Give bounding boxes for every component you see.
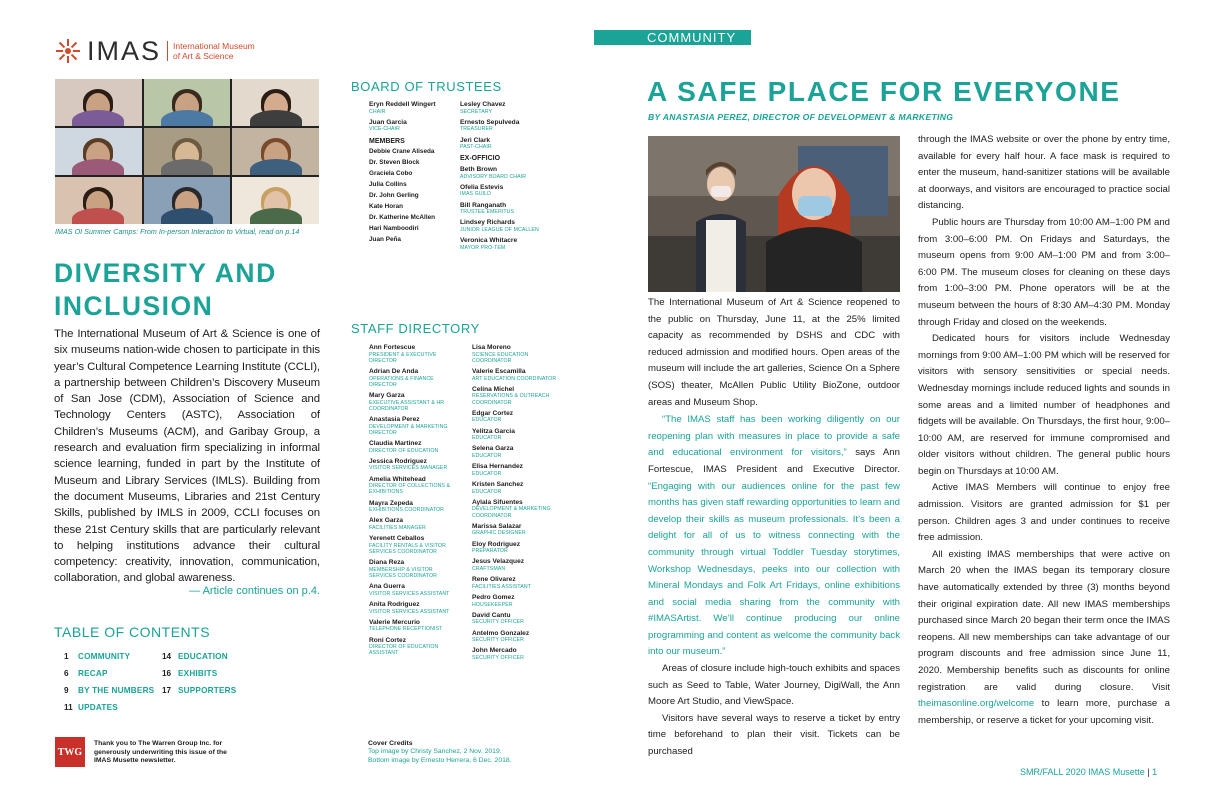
exofficio-label: EX-OFFICIO [460,155,501,163]
staff-column-left [369,344,455,661]
person-name: Veronica Whitacre [460,237,518,245]
article-title: A SAFE PLACE FOR EVERYONE [647,76,1121,107]
toc-item[interactable]: COMMUNITY [78,652,131,661]
person-entry [472,410,562,424]
person-name: Celina Michel [472,385,515,393]
board-title: BOARD OF TRUSTEES [351,79,502,94]
board-officer: Juan Garcia VICE-CHAIR [369,118,407,133]
person-name: Lisa Moreno [472,344,511,351]
article-column-2 [918,132,1170,729]
person-role: EDUCATOR [472,417,502,424]
person-entry [460,184,560,198]
toc-page: 6 [64,669,69,678]
article-headline: DIVERSITY AND INCLUSION [54,258,277,321]
person-name: Jesus Velazquez [472,558,525,566]
person-role: EXHIBITIONS COORDINATOR [369,507,445,514]
person-entry [369,368,455,388]
credits-line: Top image by Christy Sanchez, 2 Nov. 2019. [368,748,502,756]
person-role: DIRECTOR OF EDUCATION ASSISTANT [369,644,439,657]
person-entry [460,166,560,180]
person-entry [369,416,455,436]
paragraph: Dedicated hours for visitors include Wednesday mornings from 9:00 AM–1:00 PM which will be reserved for visitors with sensory sensitivities or special needs. Wednesday mornings include reduced lights and sounds in some areas and a limited number of headphones and fidgets will be available. On Thursdays, the first hour, 9:00–10:00 AM, are reserved for immune compromised and older visitors without children. The general public hours begin on Thursdays at 10:00 AM. [918,333,1170,477]
staff-column-right [472,344,562,665]
person-role: FACILITIES MANAGER [369,524,426,531]
virtual-camp-photo [55,79,319,224]
person-entry [460,219,560,233]
person-name: Anita Rodriguez [369,600,420,608]
person-entry [472,481,562,495]
person-entry [460,237,560,251]
person-name: Antelmo Gonzalez [472,629,530,637]
person-entry [369,583,455,597]
toc-page: 1 [64,652,69,661]
staff-photo [648,136,900,292]
board-officer: Ernesto Sepulveda TREASURER [460,118,520,133]
person-name: Mary Garza [369,392,405,399]
person-entry [369,392,455,412]
person-entry [472,368,562,382]
person-name: Edgar Cortez [472,409,514,417]
person-role: MAYOR PRO-TEM [460,244,506,251]
person-name: David Cantu [472,611,511,619]
website-link[interactable]: theimasonline.org/welcome [918,698,1035,710]
logo-subtitle-line2: of Art & Science [173,51,234,61]
logo-subtitle [167,41,255,61]
person-name: Mayra Zepeda [369,499,413,507]
person-name: Valerie Mercurio [369,618,420,626]
board-column-right [460,101,560,255]
toc-title: TABLE OF CONTENTS [54,624,211,640]
person-role: EDUCATOR [472,435,502,442]
article-body: The International Museum of Art & Science is one of six museums nation-wide chosen to participate in this year’s Cultural Competence Learning Institute (CCLI), a partnership between Children’s Discovery Museum of San Jose (CDM), Association of Science and Technology Centers (ASTC), Association of Children’s Museums (ACM), and Garibay Group, a research and evaluation firm specializing in informal science learning, funded in part by the Institute of Museum and Library Services (IMLS). Building from the document Museums, Libraries and 21st Century Skills, published by IMLS in 2009, CCLI focuses on these 21st Century skills that are particularly relevant to helping institutions advance their cultural competency: creativity, innovation, communication, collaboration, and global awareness. [54,328,320,585]
person-name: Ana Guerra [369,583,405,591]
person-entry [472,463,562,477]
video-tile [144,128,231,175]
person-entry [369,440,455,454]
person-name: Yelitza Garcia [472,427,515,435]
video-tile [232,128,319,175]
person-entry [369,500,455,514]
person-role: VISITOR SERVICES ASSISTANT [369,608,450,615]
staff-title: STAFF DIRECTORY [351,321,480,336]
person-entry [472,344,562,364]
toc-item[interactable]: EXHIBITS [178,669,218,678]
staff-photo-illustration [648,136,900,292]
person-entry: Dr. Steven Block [369,159,420,167]
folio-title: SMR/FALL 2020 IMAS Musette [1020,767,1145,777]
paragraph: through the IMAS website or over the phone by entry time, available for every half hour. A face mask is required to enter the museum, hand-sanitizer stations will be available at doorways, and visitors are encouraged to practice social distancing. [918,134,1170,212]
person-entry [460,202,560,216]
person-entry [369,458,455,472]
board-officer: Eryn Reddell Wingert CHAIR [369,101,436,115]
folio-separator: | [1144,767,1153,777]
person-entry: Hari Namboodiri [369,225,419,233]
person-role: EDUCATOR [472,488,502,495]
sponsor-logo: TWG [55,737,85,767]
person-entry [369,344,455,364]
person-name: Diana Reza [369,559,405,567]
person-entry [369,476,455,496]
person-role: SECURITY OFFICER [472,619,524,626]
person-entry [472,386,562,406]
person-entry [472,558,562,572]
video-tile [55,79,142,126]
toc-item[interactable]: UPDATES [78,703,118,712]
person-entry: Kate Horan [369,203,404,211]
person-role: DEVELOPMENT & MARKETING COORDINATOR [472,506,551,519]
video-tile [144,79,231,126]
cover-credits [368,740,588,765]
person-role: GRAPHIC DESIGNER [472,530,526,537]
members-label: MEMBERS [369,137,405,145]
byline: BY ANASTASIA PEREZ, DIRECTOR OF DEVELOPMENT & MARKETING [648,112,954,122]
quote-paragraph [648,412,900,661]
person-entry [472,647,562,661]
credits-title: Cover Credits [368,740,413,747]
paragraph: Active IMAS Members will continue to enjoy free admission. Visitors are granted admission for $1 per person. Children ages 3 and under continues to receive free admission. [918,482,1170,544]
toc-page: 14 [162,652,172,661]
person-entry [472,576,562,590]
logo-wordmark: IMAS [87,35,162,66]
page-number: 1 [1152,767,1158,777]
person-role: RESERVATIONS & OUTREACH COORDINATOR [472,393,550,406]
video-tile [144,177,231,224]
person-entry [472,445,562,459]
person-role: IMAS GUILD [460,191,491,198]
paragraph: The International Museum of Art & Science reopened to the public on Thursday, June 11, at the 25% limited capacity as recommended by DSHS and CDC with reduced admission and modified hours. Open areas of the museum will include the art galleries, Science On a Sphere (SOS) theater, McAllen Public Utility BioZone, outdoor areas and Museum Shop. [648,297,900,408]
person-name: Aylala Sifuentes [472,498,523,506]
person-role: FACILITY RENTALS & VISITOR SERVICES COORDINATOR [369,542,446,555]
paragraph [918,547,1170,730]
person-entry [472,499,562,519]
exofficio-list [460,166,560,251]
toc-item[interactable] [178,699,278,716]
person-name: Elisa Hernandez [472,463,523,471]
folio [1020,767,1157,777]
person-role: FACILITIES ASSISTANT [472,583,531,590]
person-name: Ann Fortescue [369,344,416,351]
quote-text: “The IMAS staff has been working diligently on our reopening plan with measures in place to provide a safe and educational environment for visitors,” [648,414,900,459]
quote-text: “Engaging with our audiences online for the past few months has given staff rewarding opportunities to learn and develop their skills as museum professionals. It’s been a delight for all of us to witness connecting with the community through virtual Toddler Tuesday storytimes, Workshop Wednesdays, peeks into our collection with Mineral Mondays and Folk Art Fridays, online exhibitions and social media sharing from the community with #IMASArtist. We’ll continue producing our online programming and content as welcome the community back into our museum.” [648,480,900,658]
person-entry [369,637,455,657]
person-entry [472,523,562,537]
section-tag: COMMUNITY [594,30,751,45]
person-entry: Dr. Katherine McAllen [369,214,436,222]
person-role: TRUSTEE EMERITUS [460,209,515,216]
person-role: EDUCATOR [472,470,502,477]
person-role: TELEPHONE RECEPTIONIST [369,626,443,633]
person-name: John Mercado [472,647,517,655]
person-name: Anastasia Perez [369,416,420,423]
credits-line: Bottom image by Ernesto Herrera, 6 Dec. 2018. [368,756,512,764]
person-name: Kristen Sanchez [472,480,524,488]
toc-page: 9 [64,686,69,695]
video-tile [232,79,319,126]
toc-item[interactable]: RECAP [78,669,108,678]
sponsor-note: Thank you to The Warren Group Inc. for generously underwriting this issue of the IMAS Musette newsletter. [94,740,227,765]
person-name: Pedro Gomez [472,593,515,601]
person-role: HOUSEKEEPER [472,601,513,608]
person-name: Yerenett Ceballos [369,535,425,543]
person-entry [472,612,562,626]
person-entry: Juan Peña [369,236,401,244]
person-name: Eloy Rodriguez [472,540,520,548]
video-tile [55,177,142,224]
person-entry: Debbie Crane Aliseda [369,148,435,156]
person-entry [472,428,562,442]
continued-link[interactable]: — Article continues on p.4. [189,585,320,597]
person-role: VISITOR SERVICES ASSISTANT [369,590,450,597]
paragraph: Areas of closure include high-touch exhibits and spaces such as Seed to Table, Water Journey, DigiWall, the Ann Moore Art Studio, and ViewSpace. [648,663,900,708]
person-name: Rene Olivarez [472,576,516,584]
person-name: Alex Garza [369,517,404,525]
person-entry: Dr. John Gerling [369,192,419,200]
toc-page: 11 [64,703,73,712]
person-role: ART EDUCATION COORDINATOR [472,375,557,382]
person-role: DIRECTOR OF COLLECTIONS & EXHIBITIONS [369,483,451,496]
person-role: EXECUTIVE ASSISTANT & HR COORDINATOR [369,399,445,412]
video-tile [232,177,319,224]
logo-subtitle-line1: International Museum [173,41,255,51]
person-role: PRESIDENT & EXECUTIVE DIRECTOR [369,351,437,364]
person-entry [369,517,455,531]
person-name: Bill Ranganath [460,201,507,209]
board-officer: Lesley Chavez SECRETARY [460,101,506,115]
person-entry [472,541,562,555]
person-role: DIRECTOR OF EDUCATION [369,447,439,454]
person-role: DEVELOPMENT & MARKETING DIRECTOR [369,423,448,436]
toc-page [162,699,178,716]
person-role: EDUCATOR [472,452,502,459]
toc-page: 16 [162,669,172,678]
person-role: VISITOR SERVICES MANAGER [369,465,448,472]
person-entry [369,535,455,555]
person-role: SCIENCE EDUCATION COORDINATOR [472,351,529,364]
board-column-left [369,101,455,247]
person-entry [369,619,455,633]
members-list [369,148,455,243]
paragraph-text: All existing IMAS memberships that were active on March 20 when the IMAS began its temporary closure have automatically extended by three (3) months beyond their original expiration date. All new IMAS memberships purchased since March 20 began their term once the IMAS reopens. All new memberships can take advantage of our program discounts and free admission since June 11, 2020. Membership benefits such as discounts for online registration are valid during closure. Visit [918,548,1170,693]
person-name: Adrian De Anda [369,368,419,375]
toc-page: 17 [162,686,172,695]
person-role: OPERATIONS & FINANCE DIRECTOR [369,375,434,388]
person-entry [369,559,455,579]
person-role: ADVISORY BOARD CHAIR [460,173,527,180]
person-role: CRAFTSMAN [472,565,506,572]
person-name: Amelia Whitehead [369,475,426,483]
person-role: PREPARATOR [472,548,508,555]
sunburst-logo-icon [55,38,81,64]
board-officer: Jeri Clark PAST-CHAIR [460,136,492,151]
person-name: Beth Brown [460,165,497,173]
person-entry: Graciela Cobo [369,170,413,178]
person-entry [472,630,562,644]
person-name: Valerie Escamilla [472,368,526,375]
person-role: SECURITY OFFICER [472,654,524,661]
toc-item[interactable]: SUPPORTERS [178,686,237,695]
person-name: Roni Cortez [369,636,406,644]
person-role: MEMBERSHIP & VISITOR SERVICES COORDINATOR [369,566,438,579]
person-name: Lindsey Richards [460,219,515,227]
person-role: JUNIOR LEAGUE OF MCALLEN [460,226,539,233]
person-name: Selena Garza [472,445,514,453]
person-name: Ofelia Estevis [460,183,504,191]
person-entry: Julia Collins [369,181,407,189]
person-entry [472,594,562,608]
paragraph: Public hours are Thursday from 10:00 AM–1:00 PM and from 3:00–6:00 PM. On Fridays and Saturdays, the museum opens from 9:00 AM–1:00 PM and from 3:00–6:00 PM. The museum closes for cleaning on these days from 1:00–3:00 PM. Phone operators will be at the museum between the hours of 8:30 AM–4:30 PM. Monday through Friday and closed on the weekends. [918,216,1170,328]
person-role: SECURITY OFFICER [472,637,524,644]
attribution: says Ann Fortescue, IMAS President and Executive Director. [648,447,900,475]
paragraph: Visitors have several ways to reserve a ticket by entry time beforehand to plan their visit. Tickets can be purchased [648,712,900,758]
person-name: Jessica Rodriguez [369,457,427,465]
video-tile [55,128,142,175]
table-of-contents [64,648,324,716]
person-name: Marissa Salazar [472,522,522,530]
imas-logo [55,36,295,66]
person-name: Claudia Martinez [369,440,422,447]
toc-item[interactable]: EDUCATION [178,652,228,661]
paragraph-text: to learn more, purchase a membership, or reserve a ticket for your upcoming visit. [918,698,1170,726]
article-column-1 [648,295,900,761]
photo-caption: IMAS OI Summer Camps: From In-person Interaction to Virtual, read on p.14 [55,227,300,236]
toc-item[interactable]: BY THE NUMBERS [78,686,155,695]
person-entry [369,601,455,615]
